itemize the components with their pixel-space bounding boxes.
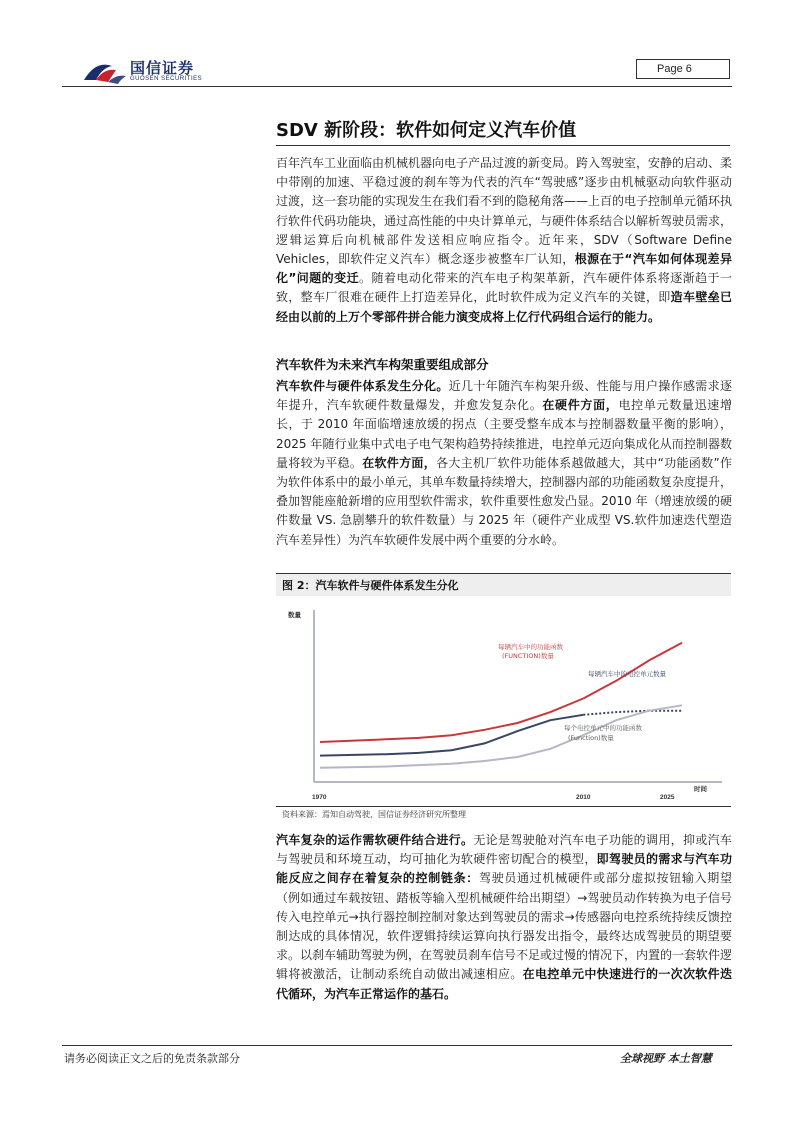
x-axis-label: 时间 xyxy=(694,786,707,793)
p3-bold-2: 即驾驶员的需求与汽车功能反应之间存在着复杂的控制链条： xyxy=(276,852,732,886)
paragraph-divergence xyxy=(276,377,732,550)
x-tick-1970: 1970 xyxy=(312,794,327,800)
p2-text-1: 近几十年随汽车构架升级、性能与用户操作感需求逐年提升，汽车软硬件数量爆发，并愈发复杂化。 xyxy=(276,379,732,413)
series-layer xyxy=(320,643,682,768)
title-divider xyxy=(276,145,730,146)
series-line-ecu-per-vehicle-projection xyxy=(583,711,682,715)
p2-text-2: 电控单元数量迅速增长，于 2010 年面临增速放缓的拐点（主要受整车成本与控制器数量平衡的影响），2025 年随行业集中式电子电气架构趋势持续推进，电控单元迈向集成化从而控制器数量将较为平稳。 xyxy=(276,398,732,470)
y-axis-label: 数量 xyxy=(288,612,301,619)
footer-slogan: 全球视野 本土智慧 xyxy=(620,1052,712,1065)
p3-bold-3: 在电控单元中快速进行的一次次软件迭代循环，为汽车正常运作的基石。 xyxy=(276,967,732,1001)
p2-bold-3: 在软件方面， xyxy=(362,455,437,470)
annotation-gray-line1: 每个电控单元中的功能函数 xyxy=(564,724,642,732)
x-tick-2010: 2010 xyxy=(576,794,591,800)
page-number-box: Page 6 xyxy=(636,59,730,79)
p1-bold-2: 造车壁垒已经由以前的上万个零部件拼合能力演变成将上亿行代码组合运行的能力。 xyxy=(276,290,732,324)
annotation-dark: 每辆汽车中的电控单元数量 xyxy=(588,670,666,678)
p2-text-3: 各大主机厂软件功能体系越做越大，其中“功能函数”作为软件体系中的最小单元，其单车数量持续增大，控制器内部的功能函数复杂度提升，叠加智能座舱新增的应用型软件需求，软件重要性愈发凸显。2010 年（增速放缓的硬件数量 VS. 急剧攀升的软件数量）与 2025 年（硬件产业成型 VS.软件加速迭代塑造汽车差异性）为汽车软硬件发展中两个重要的分水岭。 xyxy=(276,455,733,547)
p1-bold-1: 根源在于“汽车如何体现差异化”问题的变迁 xyxy=(276,252,733,286)
figure-title: 图 2：汽车软件与硬件体系发生分化 xyxy=(282,579,459,592)
section-title: SDV 新阶段：软件如何定义汽车价值 xyxy=(276,120,577,141)
logo-text-cn: 国信证券 xyxy=(130,59,195,77)
logo-text-en: GUOSEN SECURITIES xyxy=(130,76,203,82)
p2-bold-2: 在硬件方面， xyxy=(542,398,619,413)
annotation-gray-line2: (Function)数量 xyxy=(568,734,614,742)
p3-bold-1: 汽车复杂的运作需软硬件结合进行。 xyxy=(276,833,474,847)
paragraph-control-chain xyxy=(276,831,732,1004)
p3-text-1: 无论是驾驶舱对汽车电子功能的调用，抑或汽车与驾驶员和环境互动，均可抽化为软硬件密切配合的模型， xyxy=(276,833,732,867)
p1-text-2: 。随着电动化带来的汽车电子构架革新，汽车硬件体系将逐渐趋于一致，整车厂很难在硬件上打造差异化，此时软件成为定义汽车的关键，即 xyxy=(276,271,732,305)
annotation-red-line2: (FUNCTION)数量 xyxy=(502,652,554,660)
x-tick-2025: 2025 xyxy=(660,794,675,800)
p1-text-1: 百年汽车工业面临由机械机器向电子产品过渡的新变局。跨入驾驶室，安静的启动、柔中带刚的加速、平稳过渡的刹车等为代表的汽车“驾驶感”逐步由机械驱动向软件驱动过渡，这一套功能的实现发生在我们看不到的隐秘角落——上百的电子控制单元循环执行软件代码功能块，通过高性能的中央计算单元，与硬件体系结合以解析驾驶员需求，逻辑运算后向机械部件发送相应响应指令。近年来，SDV（Software Define Vehicles，即软件定义汽车）概念逐步被整车厂认知， xyxy=(276,156,733,267)
header-divider xyxy=(62,86,732,87)
figure-source: 资料来源：焉知自动驾驶，国信证券经济研究所整理 xyxy=(282,810,466,819)
series-line-function-per-vehicle xyxy=(320,699,583,743)
paragraph-intro xyxy=(276,154,732,327)
disclaimer-note: 请务必阅读正文之后的免责条款部分 xyxy=(64,1052,240,1065)
footer-divider xyxy=(62,1045,732,1046)
annotation-red-line1: 每辆汽车中的功能函数 xyxy=(498,643,563,651)
p2-bold-1: 汽车软件与硬件体系发生分化。 xyxy=(276,379,449,393)
software-hardware-chart xyxy=(282,600,730,800)
p3-text-2: 驾驶员通过机械硬件或部分虚拟按钮输入期望（例如通过车载按钮、踏板等输入型机械硬件给出期望）→驾驶员动作转换为电子信号传入电控单元→执行器控制控制对象达到驾驶员的需求→传感器向电控系统持续反馈控制达成的具体情况，软件逻辑持续运算向执行器发出指令，最终达成驾驶员的期望要求。以刹车辅助驾驶为例，在驾驶员刹车信号不足或过慢的情况下，内置的一套软件逻辑将被激活，让制动系统自动做出减速相应。 xyxy=(276,871,733,982)
subheading: 汽车软件为未来汽车构架重要组成部分 xyxy=(276,357,489,372)
